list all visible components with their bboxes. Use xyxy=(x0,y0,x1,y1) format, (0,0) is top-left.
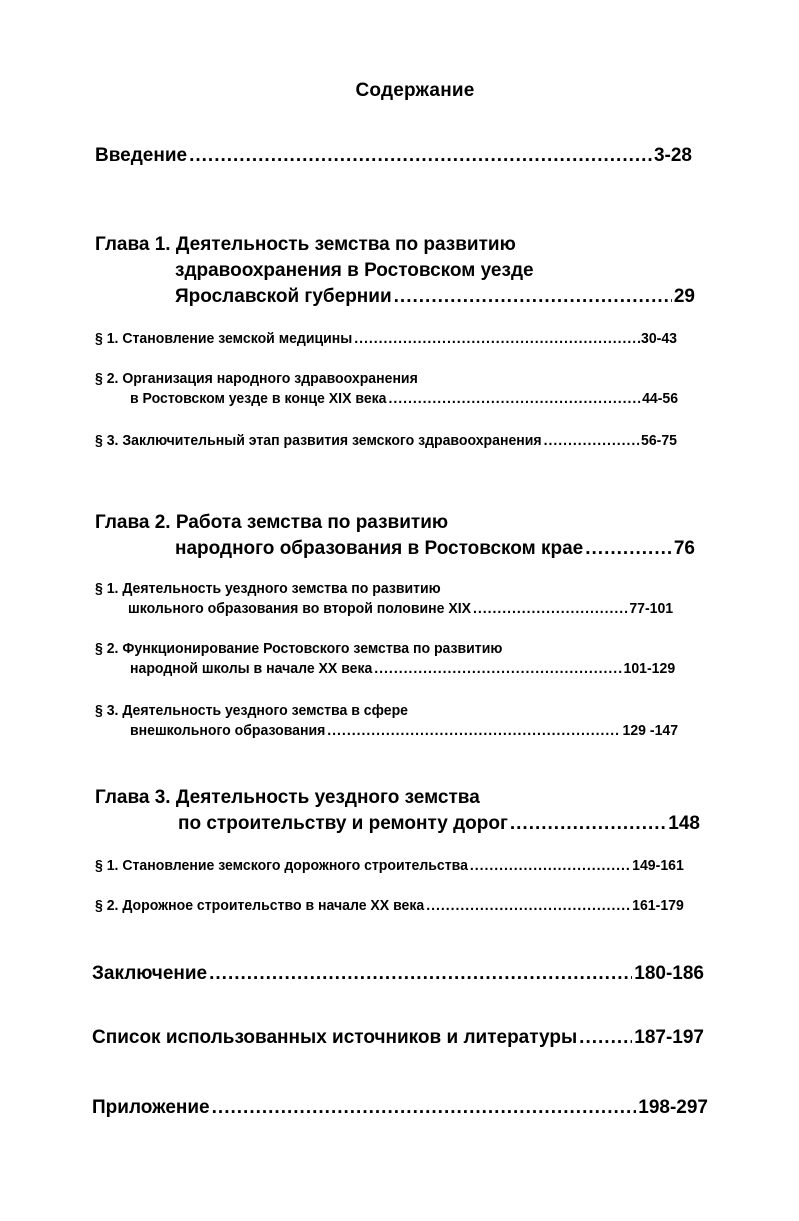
toc-leader xyxy=(579,1027,632,1049)
toc-entry-ch2-s1-line1: § 1. Деятельность уездного земства по развитию xyxy=(95,581,441,597)
toc-pages: 149-161 xyxy=(632,858,684,874)
toc-label: народной школы в начале XX века xyxy=(130,661,373,677)
toc-entry-chapter-2[interactable] xyxy=(175,538,695,560)
chapter-1-heading-cont: здравоохранения в Ростовском уезде xyxy=(175,260,534,281)
toc-label: Приложение xyxy=(92,1097,210,1118)
toc-leader xyxy=(354,331,635,347)
toc-leader xyxy=(327,723,620,739)
toc-leader xyxy=(510,813,666,835)
toc-label: в Ростовском уезде в конце XIX века xyxy=(130,391,387,407)
chapter-1-heading: Глава 1. Деятельность земства по развитию xyxy=(95,234,516,255)
toc-leader xyxy=(388,391,640,407)
toc-pages: 180-186 xyxy=(634,963,704,984)
toc-leader xyxy=(189,145,652,167)
toc-leader xyxy=(426,898,630,914)
toc-label: § 1. Становление земской медицины xyxy=(95,331,353,347)
toc-pages: 3-28 xyxy=(653,145,692,166)
toc-pages: 161-179 xyxy=(632,898,684,914)
toc-leader xyxy=(585,538,672,560)
toc-label: § 2. Дорожное строительство в начале XX века xyxy=(95,898,425,914)
toc-entry-ch2-s2[interactable] xyxy=(130,661,675,677)
toc-pages: 187-197 xyxy=(634,1027,704,1048)
toc-entry-ch1-s3[interactable] xyxy=(95,433,677,449)
toc-pages: 29 xyxy=(673,286,695,307)
toc-pages: 198-297 xyxy=(638,1097,708,1118)
toc-entry-sources[interactable] xyxy=(92,1027,704,1049)
toc-label: § 1. Становление земского дорожного строительства xyxy=(95,858,468,874)
toc-leader xyxy=(473,601,627,617)
toc-pages: .30-43 xyxy=(637,331,677,347)
toc-label: Введение xyxy=(95,145,188,166)
toc-entry-chapter-1[interactable] xyxy=(175,286,695,308)
toc-pages: 56-75 xyxy=(641,433,677,449)
toc-pages: 101-129 xyxy=(623,661,676,677)
toc-entry-ch2-s1[interactable] xyxy=(128,601,673,617)
toc-pages: 44-56 xyxy=(642,391,679,407)
toc-entry-ch1-s1[interactable] xyxy=(95,331,677,347)
toc-entry-conclusion[interactable] xyxy=(92,963,704,985)
toc-leader xyxy=(212,1097,637,1119)
toc-entry-ch2-s2-line1: § 2. Функционирование Ростовского земства по развитию xyxy=(95,641,503,657)
toc-pages: 129 -147 xyxy=(622,723,679,739)
toc-pages: 76 xyxy=(673,538,695,559)
toc-leader xyxy=(470,858,630,874)
toc-label: Заключение xyxy=(92,963,208,984)
toc-label: Список использованных источников и литературы xyxy=(92,1027,578,1048)
toc-entry-chapter-3[interactable] xyxy=(178,813,700,835)
toc-pages: 148 xyxy=(668,813,700,834)
toc-leader xyxy=(394,286,672,308)
toc-entry-appendix[interactable] xyxy=(92,1097,708,1119)
toc-entry-ch1-s2[interactable] xyxy=(130,391,678,407)
toc-label: школьного образования во второй половине XIX xyxy=(128,601,472,617)
page-title: Содержание xyxy=(355,80,475,101)
toc-entry-ch3-s2[interactable] xyxy=(95,898,684,914)
toc-entry-ch3-s1[interactable] xyxy=(95,858,684,874)
toc-entry-ch1-s2-line1: § 2. Организация народного здравоохранения xyxy=(95,371,418,387)
toc-pages: 77-101 xyxy=(629,601,674,617)
toc-leader xyxy=(374,661,621,677)
chapter-3-heading: Глава 3. Деятельность уездного земства xyxy=(95,787,480,808)
chapter-2-heading: Глава 2. Работа земства по развитию xyxy=(95,512,449,533)
toc-entry-ch2-s3-line1: § 3. Деятельность уездного земства в сфере xyxy=(95,703,408,719)
toc-entry-ch2-s3[interactable] xyxy=(130,723,678,739)
toc-leader xyxy=(209,963,632,985)
toc-label: внешкольного образования xyxy=(130,723,326,739)
toc-label: § 3. Заключительный этап развития земского здравоохранения xyxy=(95,433,542,449)
toc-label: народного образования в Ростовском крае xyxy=(175,538,584,559)
toc-leader xyxy=(544,433,639,449)
toc-entry-intro[interactable] xyxy=(95,145,692,167)
toc-label: Ярославской губернии xyxy=(175,286,392,307)
toc-label: по строительству и ремонту дорог xyxy=(178,813,508,834)
